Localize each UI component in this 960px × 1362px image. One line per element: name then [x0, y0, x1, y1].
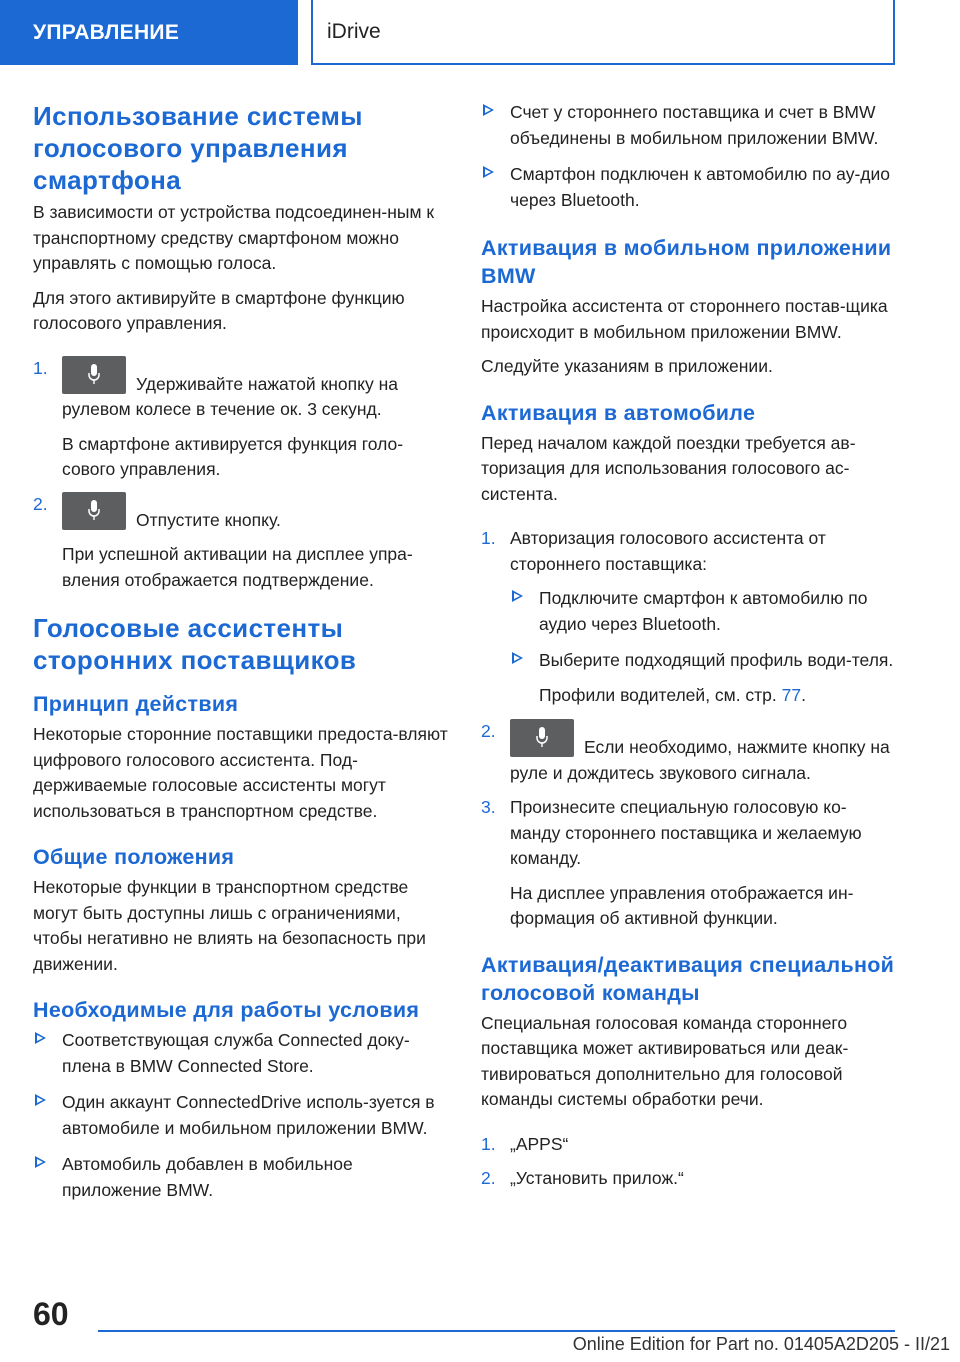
paragraph: Для этого активируйте в смартфоне функцию голосового управления. [33, 287, 405, 333]
chapter-header [311, 0, 895, 65]
reference-end: . [801, 684, 806, 705]
bullet-item [33, 1028, 448, 1079]
paragraph: Некоторые функции в транспортном средстве могут быть доступны лишь с ограничениями, чтобы негативно не влиять на безопасность при движении. [33, 877, 426, 974]
triangle-bullet-icon [512, 590, 523, 602]
step-number: 2. [481, 721, 496, 741]
bullet-text: Смартфон подключен к автомобилю по ау-дио через Bluetooth. [510, 164, 891, 210]
bullet-text: Выберите подходящий профиль води-теля. [539, 650, 894, 670]
bullet-text: Соответствующая служба Connected доку-плена в BMW Connected Store. [62, 1030, 410, 1076]
heading-smartphone-voice: Использование системы голосового управления смартфона [33, 101, 363, 195]
footer-divider [98, 1330, 895, 1332]
heading-principle: Принцип действия [33, 692, 239, 716]
triangle-bullet-icon [512, 652, 523, 664]
paragraph: Некоторые сторонние поставщики предоста-вляют цифрового голосового ассистента. Под-держиваемые голосовые ассистенты могут использоваться в транспортном средстве. [33, 724, 448, 821]
step-number: 1. [481, 528, 496, 548]
bullet-text: Счет у стороннего поставщика и счет в BMW объединены в мобильном приложении BMW. [510, 102, 879, 148]
triangle-bullet-icon [483, 104, 494, 116]
paragraph: Настройка ассистента от стороннего постав-щика происходит в мобильном приложении BMW. [481, 296, 888, 342]
step-result: В смартфоне активируется функция голо-сового управления. [62, 433, 404, 479]
numbered-step [481, 1132, 896, 1158]
triangle-bullet-icon [35, 1156, 46, 1168]
cross-reference [539, 683, 896, 709]
left-column [33, 100, 448, 1214]
voice-button-icon [510, 719, 574, 757]
bullet-text: Подключите смартфон к автомобилю по аудио через Bluetooth. [539, 588, 868, 634]
step-result: При успешной активации на дисплее упра-вления отображается подтверждение. [62, 544, 413, 590]
step-number: 2. [33, 493, 48, 514]
microphone-icon [88, 364, 100, 386]
paragraph: Перед началом каждой поездки требуется ав-торизация для использования голосового ас-систента. [481, 432, 856, 504]
step-result: На дисплее управления отображается ин-формация об активной функции. [510, 882, 854, 928]
triangle-bullet-icon [483, 166, 494, 178]
section-header [0, 0, 298, 65]
voice-button-icon [62, 356, 126, 394]
numbered-step [481, 1166, 896, 1192]
heading-activation-car: Активация в автомобиле [481, 400, 756, 425]
step-text: Авторизация голосового ассистента от стороннего поставщика: [510, 528, 826, 574]
numbered-step [481, 526, 896, 708]
page-number: 60 [33, 1296, 69, 1332]
chapter-title: iDrive [327, 19, 381, 43]
heading-activation-app: Активация в мобильном приложении BMW [481, 236, 892, 288]
paragraph: Следуйте указаниям в приложении. [481, 356, 773, 376]
footer-edition: Online Edition for Part no. 01405A2D205 - II/21 [572, 1334, 950, 1354]
numbered-step [33, 356, 448, 483]
heading-general: Общие положения [33, 845, 235, 869]
paragraph: Специальная голосовая команда стороннего поставщика может активироваться или деак-тивироваться дополнительно для голосовой команды системы обработки речи. [481, 1012, 849, 1109]
step-number: 1. [33, 357, 48, 378]
step-text: Отпустите кнопку. [136, 509, 281, 530]
triangle-bullet-icon [35, 1032, 46, 1044]
bullet-item [33, 1152, 448, 1203]
voice-button-icon [62, 492, 126, 530]
step-text: Произнесите специальную голосовую ко-манду стороннего поставщика и желаемую команду. [510, 797, 862, 868]
microphone-icon [536, 727, 548, 749]
bullet-item [33, 1090, 448, 1141]
section-title: УПРАВЛЕНИЕ [33, 20, 180, 44]
triangle-bullet-icon [35, 1094, 46, 1106]
bullet-item [510, 648, 896, 708]
step-text: „Установить прилож.“ [510, 1168, 684, 1188]
paragraph: В зависимости от устройства подсоединен-ным к транспортному средству смартфоном можно управлять с помощью голоса. [33, 202, 435, 273]
page-link[interactable]: 77 [781, 684, 802, 705]
step-number: 3. [481, 797, 496, 817]
heading-special-command: Активация/деактивация специальной голосовой команды [481, 952, 895, 1005]
heading-third-party-assistants: Голосовые ассистенты сторонних поставщиков [33, 613, 357, 675]
reference-text: Профили водителей, см. стр. [539, 684, 782, 705]
bullet-item [481, 100, 896, 151]
step-text: „APPS“ [510, 1133, 569, 1154]
right-column [481, 100, 896, 1201]
bullet-text: Автомобиль добавлен в мобильное приложение BMW. [62, 1154, 353, 1200]
step-text: Удерживайте нажатой кнопку на рулевом колесе в течение ок. 3 секунд. [62, 373, 398, 419]
heading-conditions: Необходимые для работы условия [33, 998, 420, 1022]
bullet-text: Один аккаунт ConnectedDrive исполь-зуется в автомобиле и мобильном приложении BMW. [62, 1092, 435, 1138]
step-text: Если необходимо, нажмите кнопку на руле и дождитесь звукового сигнала. [510, 737, 890, 783]
numbered-step [481, 795, 896, 932]
bullet-item [510, 586, 896, 637]
numbered-step [33, 492, 448, 594]
step-number: 1. [481, 1133, 496, 1154]
numbered-step [481, 719, 896, 786]
bullet-item [481, 162, 896, 213]
step-number: 2. [481, 1168, 496, 1188]
microphone-icon [88, 500, 100, 522]
